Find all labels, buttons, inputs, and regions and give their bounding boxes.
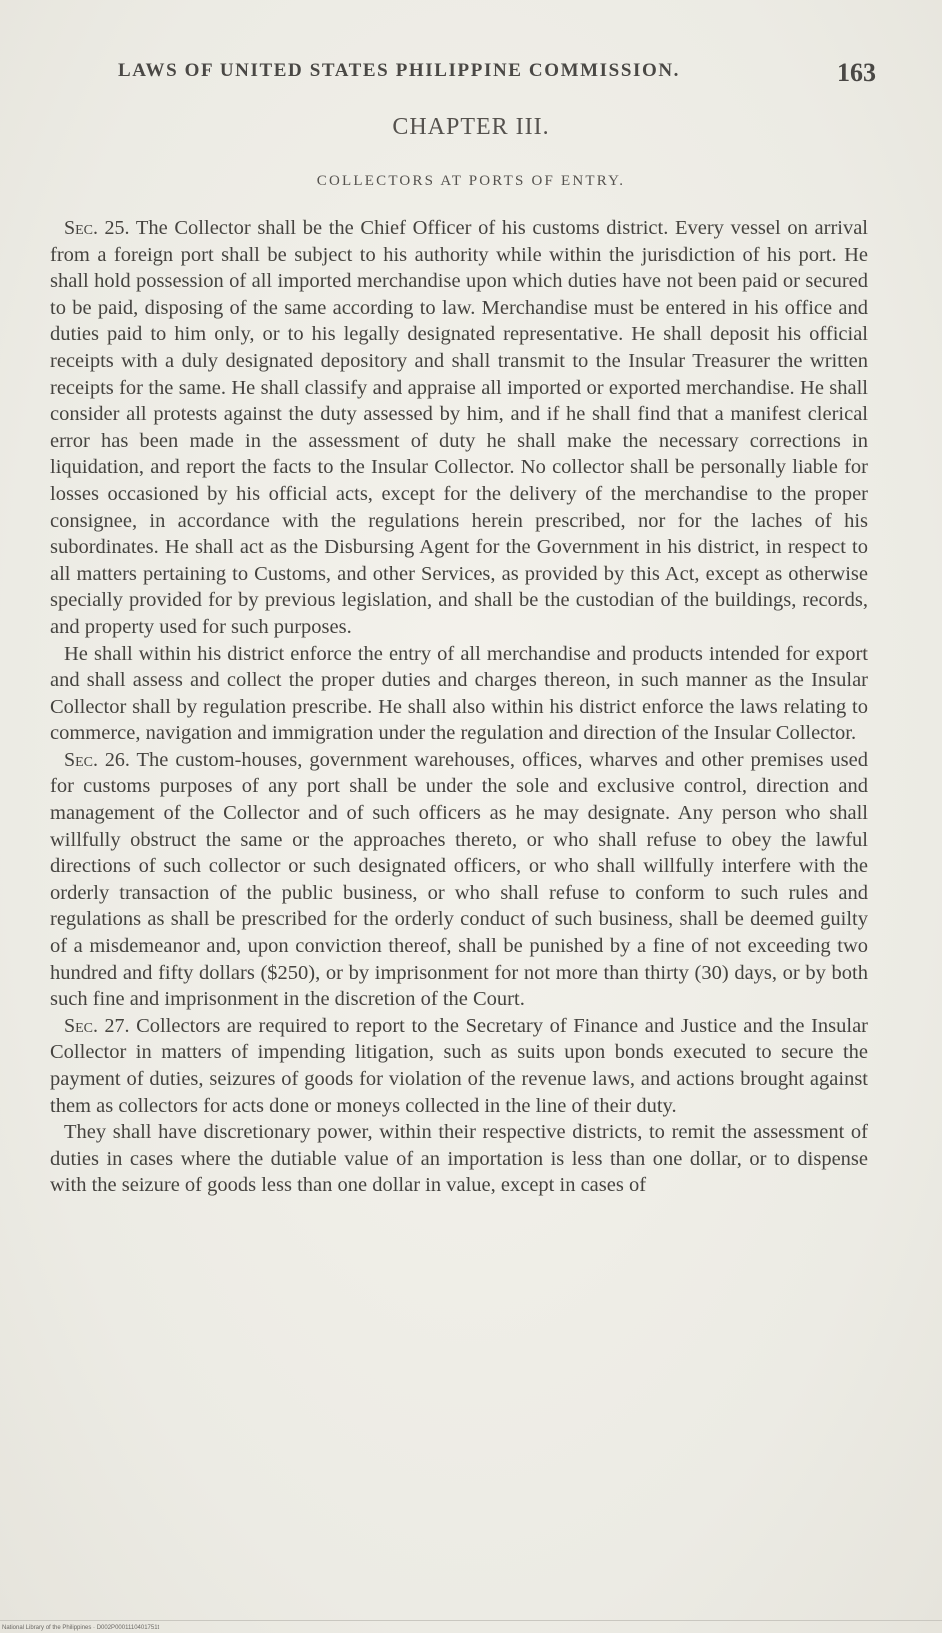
body-text <box>50 215 868 1199</box>
paragraph-text: They shall have discretionary power, within their respective districts, to remit the assessment of duties in cases where the dutiable value of an importation is less than one dollar, or to dispense with the seizure of goods less than one dollar in value, except in cases of <box>50 1121 868 1197</box>
paragraph-sec-27-continued <box>50 1119 868 1199</box>
paragraph-text: The custom-houses, government warehouses, offices, wharves and other premises used for customs purposes of any port shall be under the sole and exclusive control, direction and management of the Collector and of such officers as he may designate. Any person who shall willfully obstruct the same or the approaches thereto, or who shall refuse to obey the lawful directions of such collector or such designated officers, or who shall willfully interfere with the orderly transaction of the public business, or who shall refuse to conform to such rules and regulations as shall be prescribed for the orderly conduct of such business, shall be deemed guilty of a misdemeanor and, upon conviction thereof, shall be punished by a fine of not exceeding two hundred and fifty dollars ($250), or by imprisonment for not more than thirty (30) days, or by both such fine and imprisonment in the discretion of the Court. <box>50 748 868 1011</box>
paragraph-sec-25 <box>50 215 868 641</box>
chapter-title: CHAPTER III. <box>392 114 550 140</box>
paragraph-sec-25-continued <box>50 641 868 747</box>
scan-identifier: National Library of the Philippines · D002P0001110401751t <box>2 1625 160 1631</box>
section-label: Sec. 27. <box>64 1014 130 1037</box>
page-bottom-divider <box>0 1620 942 1621</box>
paragraph-sec-27 <box>50 1013 868 1119</box>
paragraph-sec-26 <box>50 747 868 1013</box>
paragraph-text: The Collector shall be the Chief Officer of his customs district. Every vessel on arrival from a foreign port shall be subject to his authority while within the jurisdiction of his port. He shall hold possession of all imported merchandise upon which duties have not been paid or secured to be paid, disposing of the same according to law. Merchandise must be entered in his office and duties paid to him only, or to his legally designated representative. He shall deposit his official receipts with a duly designated depository and shall transmit to the Insular Treasurer the written receipts for the same. He shall classify and appraise all imported or exported merchandise. He shall consider all protests against the duty assessed by him, and if he shall find that a manifest clerical error has been made in the assessment of duty he shall make the necessary corrections in liquidation, and report the facts to the Insular Collector. No collector shall be personally liable for losses occasioned by his official acts, except for the delivery of the merchandise to the proper consignee, in accordance with the regulations herein prescribed, nor for the laches of his subordinates. He shall act as the Disbursing Agent for the Government in his district, in respect to all matters pertaining to Customs, and other Services, as provided by this Act, except as otherwise specially provided for by previous legislation, and shall be the custodian of the buildings, records, and property used for such purposes. <box>50 217 869 638</box>
chapter-subtitle: COLLECTORS AT PORTS OF ENTRY. <box>316 173 626 189</box>
paragraph-text: Collectors are required to report to the Secretary of Finance and Justice and the Insular Collector in matters of impending litigation, such as suits upon bonds executed to secure the payment of duties, seizures of goods for violation of the revenue laws, and actions brought against them as collectors for acts done or moneys collected in the line of their duty. <box>50 1014 869 1117</box>
section-label: Sec. 26. <box>64 748 130 771</box>
paragraph-text: He shall within his district enforce the entry of all merchandise and products intended for export and shall assess and collect the proper duties and charges thereon, in such manner as the Insular Collector shall by regulation prescribe. He shall also within his district enforce the laws relating to commerce, navigation and immigration under the regulation and direction of the Insular Collector. <box>50 642 868 745</box>
page-number: 163 <box>837 58 876 87</box>
running-title: LAWS OF UNITED STATES PHILIPPINE COMMISSION. <box>118 60 681 81</box>
section-label: Sec. 25. <box>64 217 130 239</box>
